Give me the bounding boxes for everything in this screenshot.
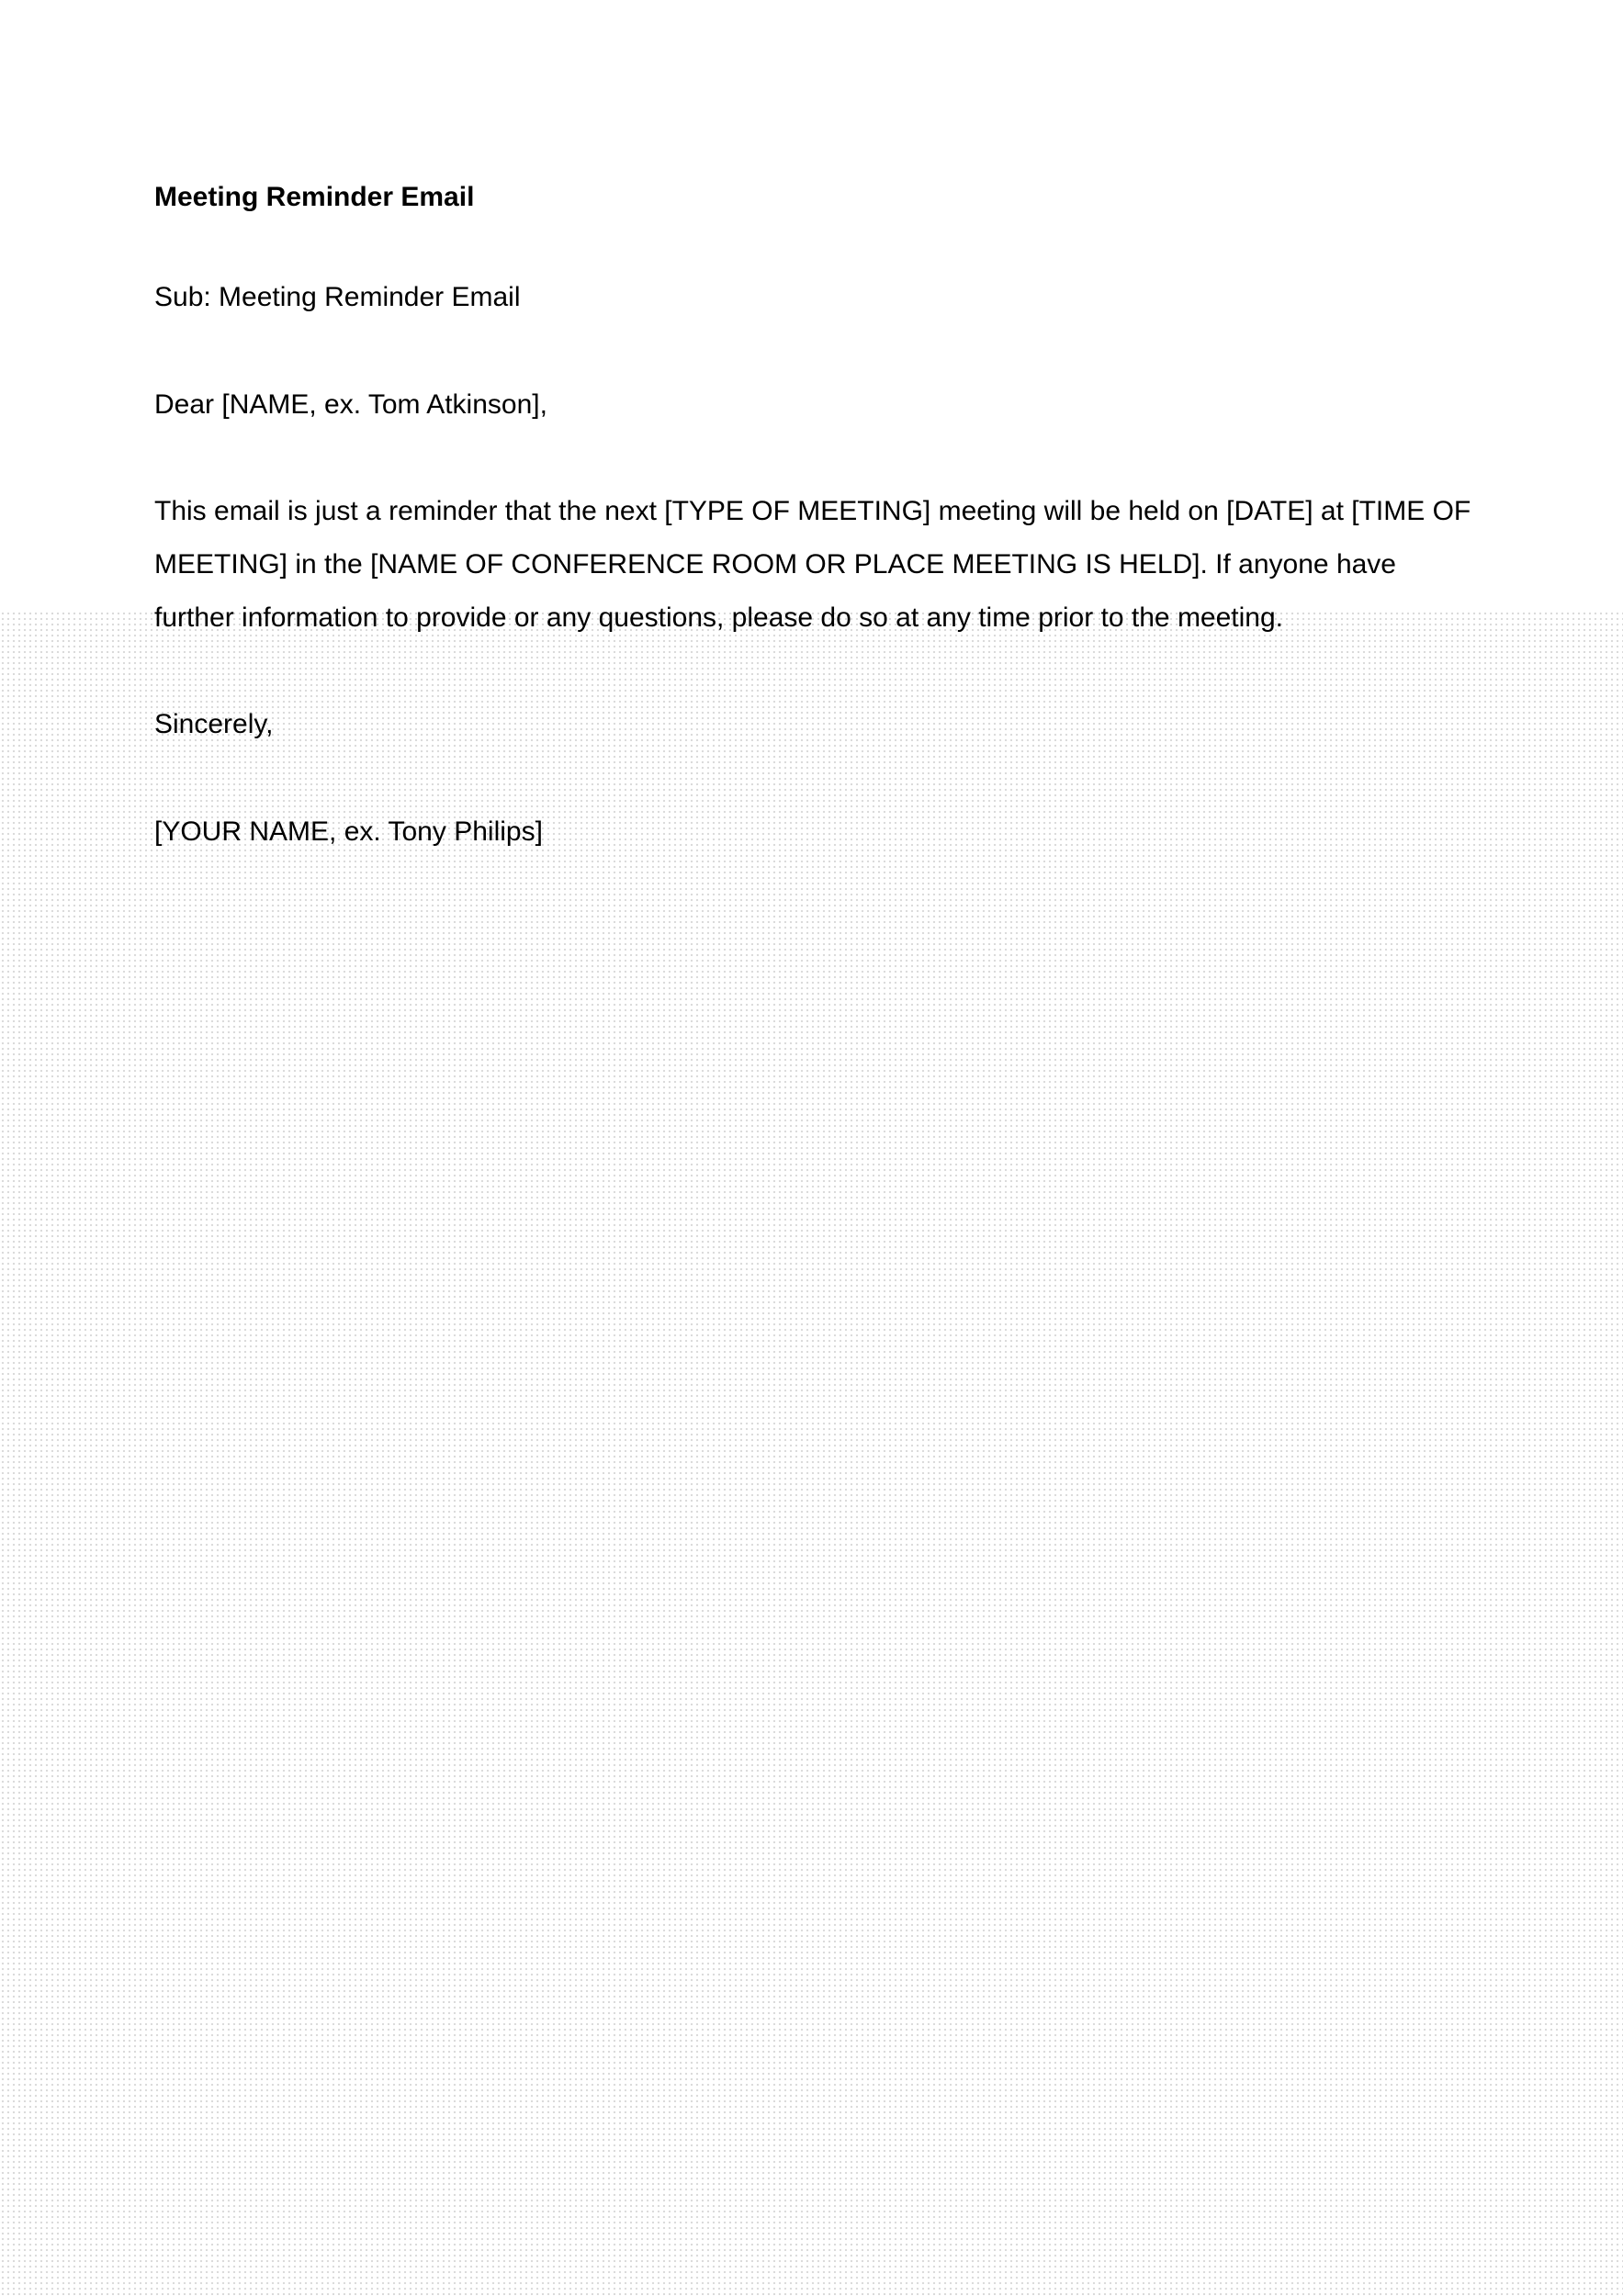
background-dot-pattern xyxy=(0,611,1623,2296)
email-subject-line: Sub: Meeting Reminder Email xyxy=(154,282,521,312)
email-body-line: further information to provide or any questions, please do so at any time prior to the meeting. xyxy=(154,602,1284,633)
email-signature: [YOUR NAME, ex. Tony Philips] xyxy=(154,816,543,847)
email-body-line: MEETING] in the [NAME OF CONFERENCE ROOM OR PLACE MEETING IS HELD]. If anyone have xyxy=(154,549,1396,580)
email-greeting: Dear [NAME, ex. Tom Atkinson], xyxy=(154,389,547,420)
document-title: Meeting Reminder Email xyxy=(154,182,475,212)
email-body-line: This email is just a reminder that the next [TYPE OF MEETING] meeting will be held on [DATE] at [TIME OF xyxy=(154,496,1471,526)
email-closing: Sincerely, xyxy=(154,709,274,739)
